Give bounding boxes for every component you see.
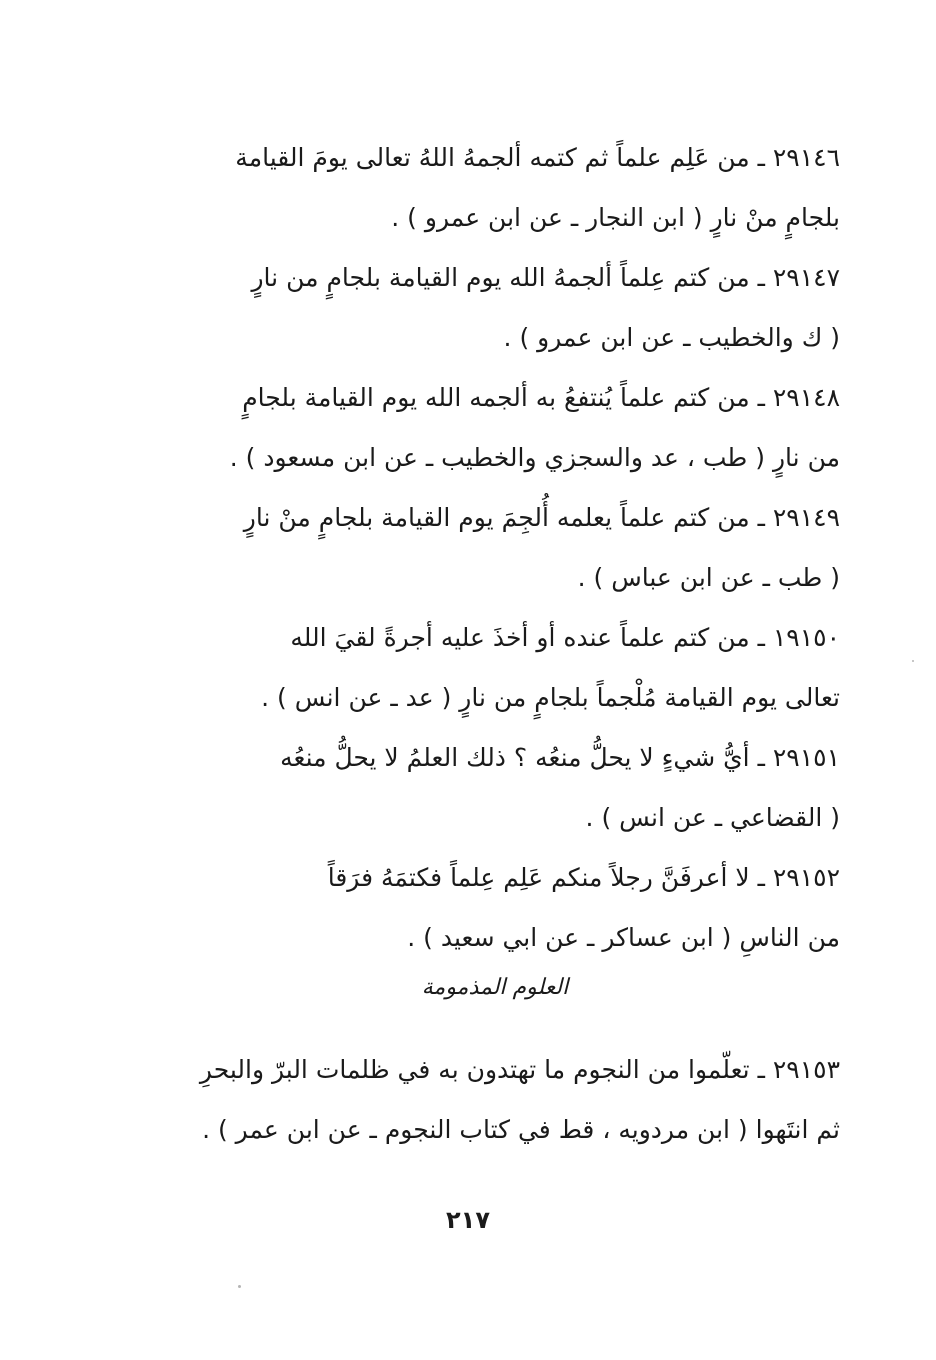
entry-line: ( ك والخطيب ـ عن ابن عمرو ) . xyxy=(503,323,840,352)
hadith-entry-29151 xyxy=(150,728,840,848)
hadith-list xyxy=(150,128,840,968)
scan-speck xyxy=(238,1285,241,1288)
hadith-entry-29148 xyxy=(150,368,840,488)
hadith-entry-29147 xyxy=(150,248,840,368)
section-heading: العلوم المذمومة xyxy=(421,975,569,1000)
entry-line: ٢٩١٤٨ ـ من كتم علماً يُنتفعُ به ألجمه الله يوم القيامة بلجامٍ xyxy=(242,383,840,412)
entry-line: ٢٩١٥٣ ـ تعلّموا من النجوم ما تهتدون به في ظلمات البرّ والبحرِ xyxy=(199,1055,840,1084)
hadith-entry-29153 xyxy=(150,1040,840,1160)
entry-line: ٢٩١٥١ ـ أيُّ شيءٍ لا يحلُّ منعُه ؟ ذلك العلمُ لا يحلُّ منعُه xyxy=(280,743,840,772)
entry-line: من الناسِ ( ابن عساكر ـ عن ابي سعيد ) . xyxy=(407,923,840,952)
hadith-entry-19150 xyxy=(150,608,840,728)
hadith-entry-29152 xyxy=(150,848,840,968)
entry-line: ( طب ـ عن ابن عباس ) . xyxy=(577,563,840,592)
entry-line: ١٩١٥٠ ـ من كتم علماً عنده أو أخذَ عليه أجرةً لقيَ الله xyxy=(290,623,840,652)
entry-line: ٢٩١٤٩ ـ من كتم علماً يعلمه أُلجِمَ يوم القيامة بلجامٍ منْ نارٍ xyxy=(243,503,840,532)
entry-line: ٢٩١٤٧ ـ من كتم عِلماً ألجمهُ الله يوم القيامة بلجامٍ من نارٍ xyxy=(251,263,840,292)
page-number: ٢١٧ xyxy=(446,1206,490,1234)
entry-line: ٢٩١٤٦ ـ من عَلِم علماً ثم كتمه ألجمهُ اللهُ تعالى يومَ القيامة xyxy=(235,143,840,172)
hadith-entry-29146 xyxy=(150,128,840,248)
scan-speck xyxy=(912,660,914,662)
entry-line: ( القضاعي ـ عن انس ) . xyxy=(585,803,840,832)
entry-line: ثم انتَهوا ( ابن مردويه ، قط في كتاب النجوم ـ عن ابن عمر ) . xyxy=(202,1115,840,1144)
hadith-entry-29149 xyxy=(150,488,840,608)
entry-line: ٢٩١٥٢ ـ لا أعرفَنَّ رجلاً منكم عَلِم عِلماً فكتمَهُ فرَقاً xyxy=(327,863,840,892)
entry-line: بلجامٍ منْ نارٍ ( ابن النجار ـ عن ابن عمرو ) . xyxy=(391,203,840,232)
entry-line: من نارٍ ( طب ، عد والسجزي والخطيب ـ عن ابن مسعود ) . xyxy=(229,443,840,472)
entry-line: تعالى يوم القيامة مُلْجماً بلجامٍ من نارٍ ( عد ـ عن انس ) . xyxy=(261,683,840,712)
hadith-list-after-heading xyxy=(150,1040,840,1160)
